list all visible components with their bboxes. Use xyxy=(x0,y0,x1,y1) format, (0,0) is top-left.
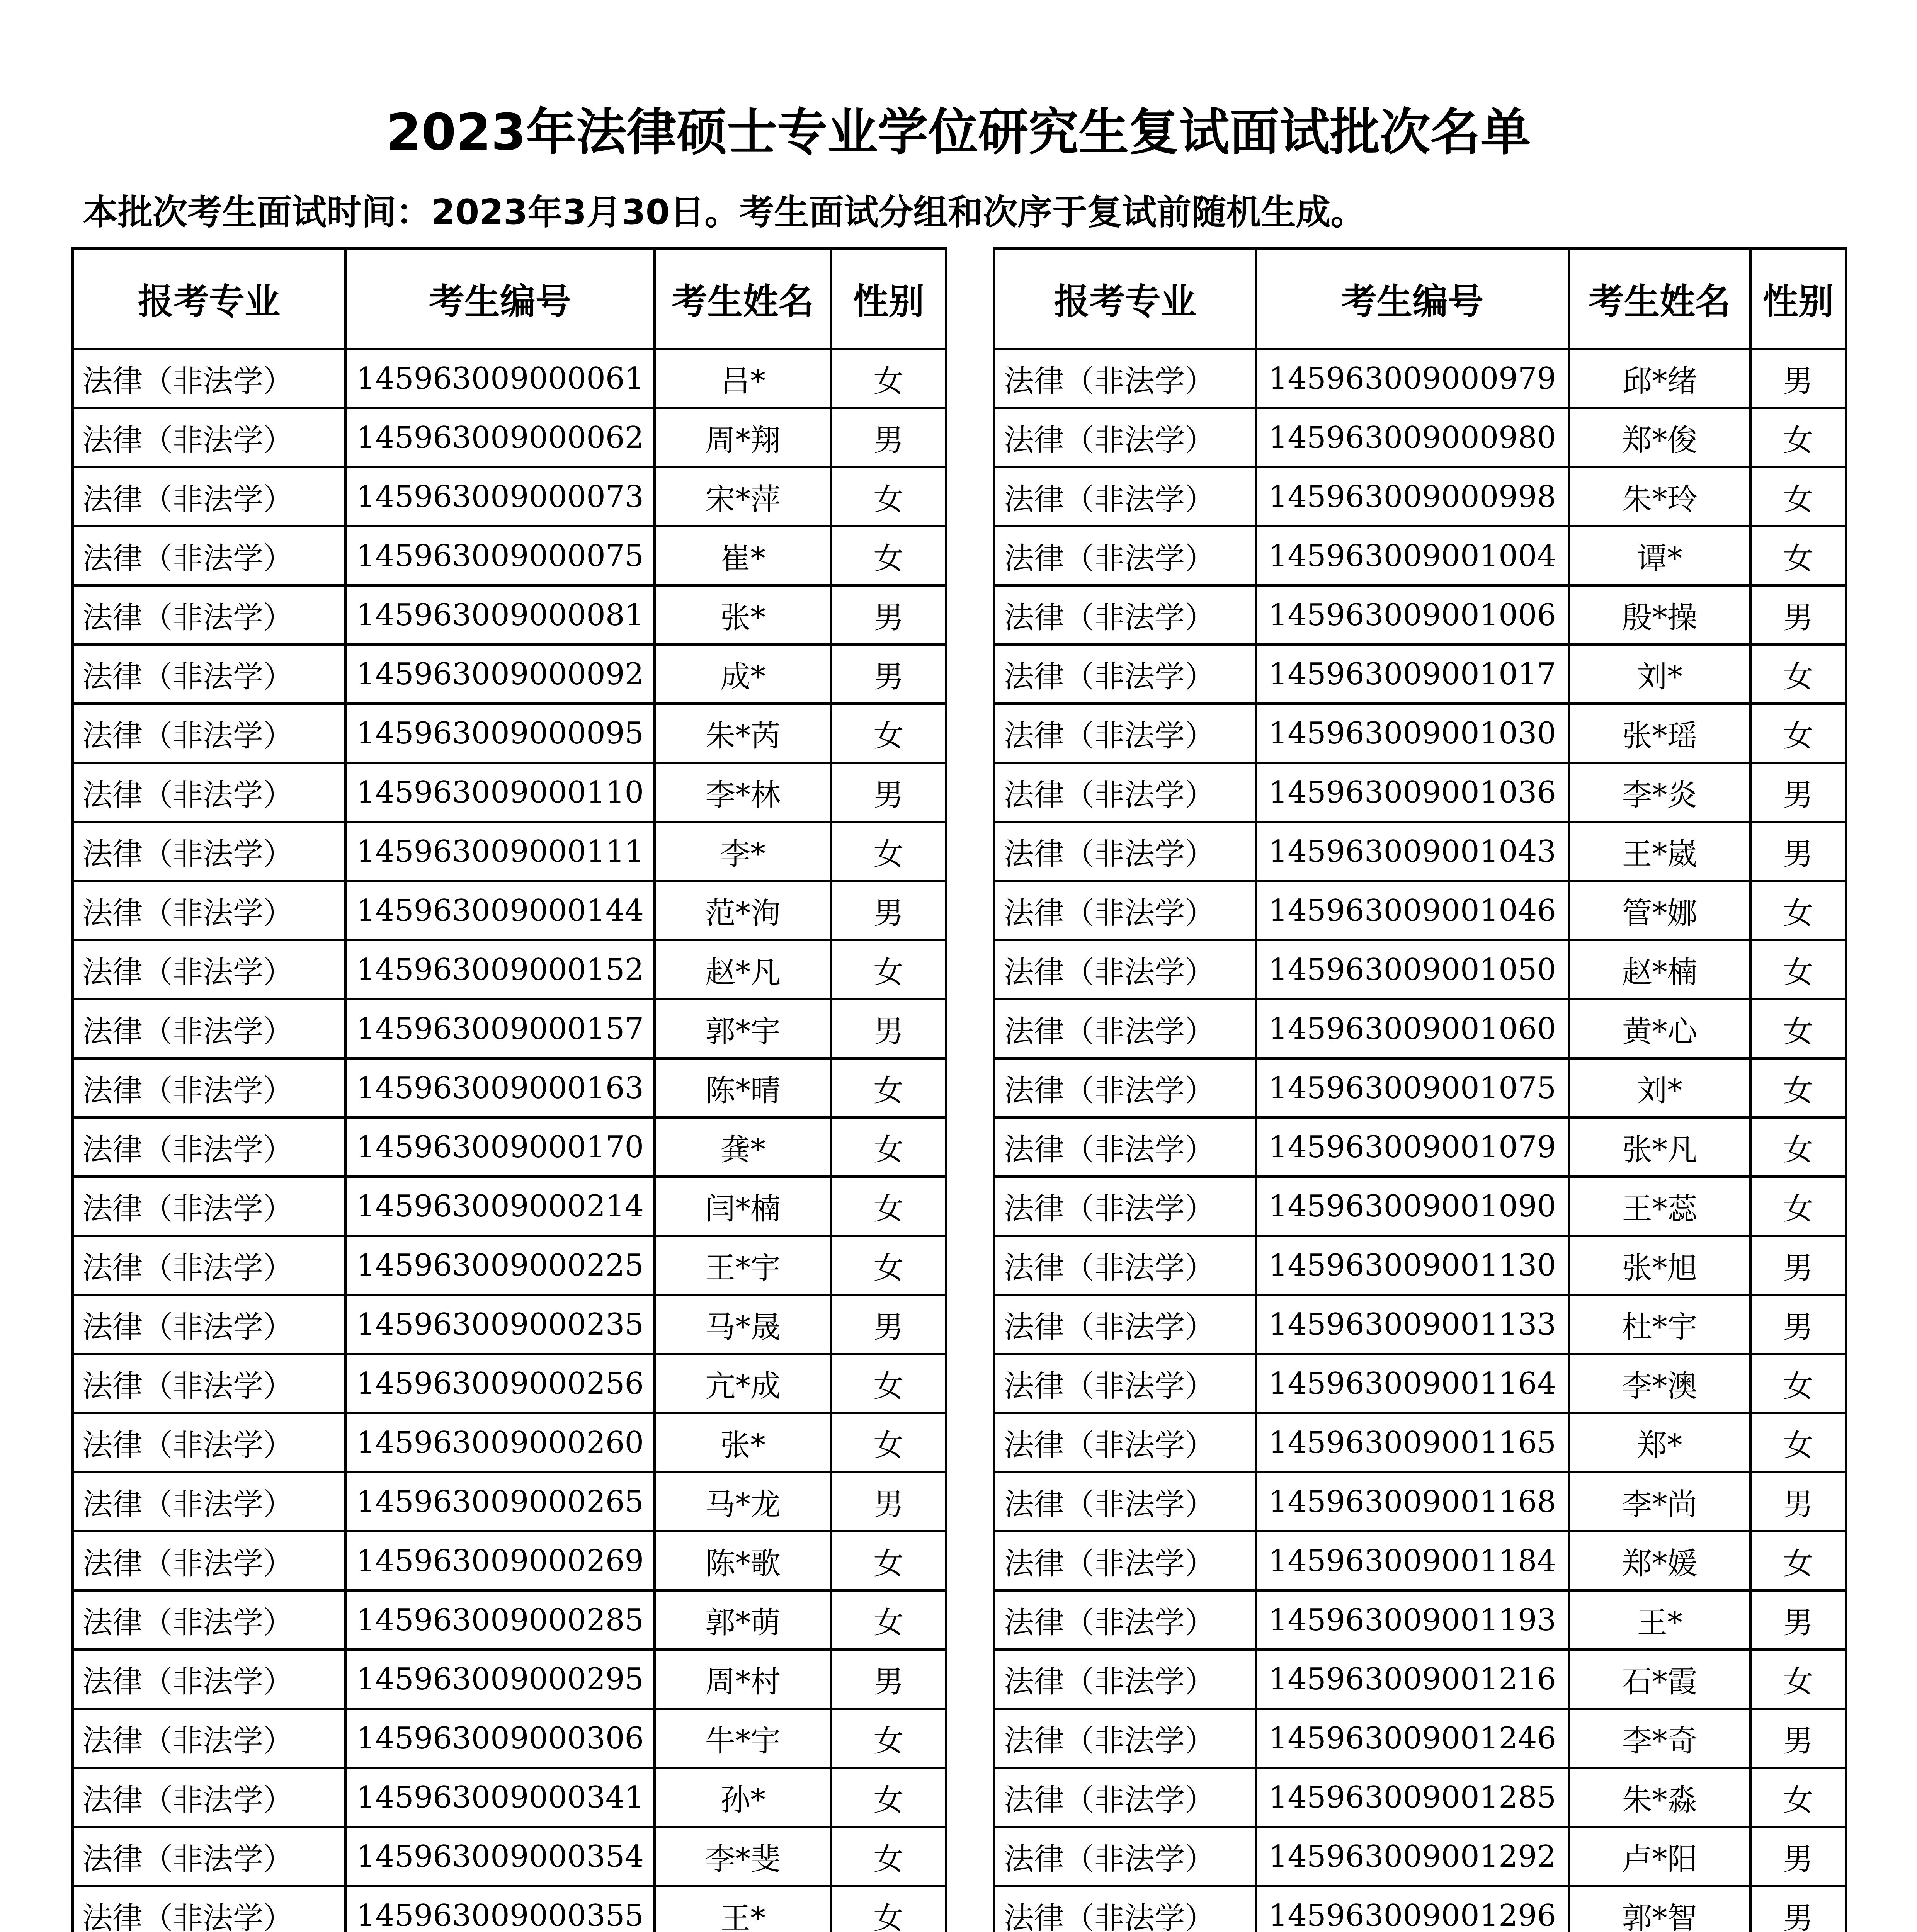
cell-candidate-id: 145963009001296 xyxy=(1256,1886,1569,1932)
cell-candidate-id: 145963009000081 xyxy=(345,585,655,645)
cell-gender: 女 xyxy=(1750,1177,1846,1236)
cell-candidate-id: 145963009000170 xyxy=(345,1117,655,1177)
table-row xyxy=(994,585,1846,645)
header-major: 报考专业 xyxy=(994,248,1256,349)
cell-candidate-id: 145963009001030 xyxy=(1256,704,1569,763)
cell-gender: 女 xyxy=(1750,1117,1846,1177)
cell-major: 法律（非法学） xyxy=(994,1295,1256,1354)
cell-candidate-name: 牛*宇 xyxy=(655,1709,831,1768)
cell-candidate-name: 龚* xyxy=(655,1117,831,1177)
cell-gender: 女 xyxy=(831,1590,946,1650)
table-row xyxy=(73,526,946,585)
cell-candidate-id: 145963009000306 xyxy=(345,1709,655,1768)
cell-major: 法律（非法学） xyxy=(73,822,345,881)
cell-major: 法律（非法学） xyxy=(73,1295,345,1354)
cell-candidate-name: 郭*萌 xyxy=(655,1590,831,1650)
cell-gender: 女 xyxy=(1750,467,1846,526)
cell-major: 法律（非法学） xyxy=(73,1058,345,1117)
cell-gender: 男 xyxy=(831,1472,946,1531)
cell-candidate-name: 周*翔 xyxy=(655,408,831,467)
cell-candidate-id: 145963009000163 xyxy=(345,1058,655,1117)
cell-gender: 女 xyxy=(831,1886,946,1932)
cell-candidate-id: 145963009000062 xyxy=(345,408,655,467)
cell-candidate-id: 145963009001036 xyxy=(1256,763,1569,822)
cell-gender: 女 xyxy=(1750,1413,1846,1472)
cell-candidate-name: 成* xyxy=(655,645,831,704)
cell-candidate-name: 郑*俊 xyxy=(1569,408,1750,467)
cell-candidate-name: 刘* xyxy=(1569,645,1750,704)
cell-gender: 女 xyxy=(1750,1058,1846,1117)
header-gender: 性别 xyxy=(1750,248,1846,349)
cell-gender: 男 xyxy=(1750,1886,1846,1932)
cell-major: 法律（非法学） xyxy=(994,822,1256,881)
cell-gender: 男 xyxy=(1750,1236,1846,1295)
cell-major: 法律（非法学） xyxy=(994,1886,1256,1932)
cell-candidate-id: 145963009001017 xyxy=(1256,645,1569,704)
cell-gender: 女 xyxy=(831,467,946,526)
cell-candidate-id: 145963009001079 xyxy=(1256,1117,1569,1177)
cell-major: 法律（非法学） xyxy=(73,1531,345,1590)
table-header-row xyxy=(994,248,1846,349)
table-row xyxy=(994,1413,1846,1472)
cell-candidate-name: 卢*阳 xyxy=(1569,1827,1750,1886)
cell-major: 法律（非法学） xyxy=(73,1827,345,1886)
cell-candidate-id: 145963009001285 xyxy=(1256,1768,1569,1827)
cell-gender: 女 xyxy=(1750,881,1846,940)
cell-gender: 女 xyxy=(831,1177,946,1236)
cell-gender: 男 xyxy=(831,1295,946,1354)
cell-candidate-id: 145963009000265 xyxy=(345,1472,655,1531)
cell-major: 法律（非法学） xyxy=(73,999,345,1058)
cell-candidate-name: 李*林 xyxy=(655,763,831,822)
cell-candidate-name: 刘* xyxy=(1569,1058,1750,1117)
cell-candidate-name: 马*龙 xyxy=(655,1472,831,1531)
cell-gender: 女 xyxy=(1750,526,1846,585)
roster-table-right xyxy=(993,247,1847,1932)
table-row xyxy=(73,1590,946,1650)
cell-gender: 女 xyxy=(1750,1354,1846,1413)
table-row xyxy=(994,467,1846,526)
cell-candidate-id: 145963009001060 xyxy=(1256,999,1569,1058)
table-row xyxy=(994,1886,1846,1932)
cell-gender: 女 xyxy=(831,1531,946,1590)
cell-candidate-name: 朱*玲 xyxy=(1569,467,1750,526)
cell-major: 法律（非法学） xyxy=(73,645,345,704)
cell-major: 法律（非法学） xyxy=(73,1413,345,1472)
table-row xyxy=(73,1236,946,1295)
cell-major: 法律（非法学） xyxy=(994,1709,1256,1768)
cell-candidate-id: 145963009000295 xyxy=(345,1650,655,1709)
cell-major: 法律（非法学） xyxy=(73,940,345,999)
cell-major: 法律（非法学） xyxy=(73,408,345,467)
table-row xyxy=(73,1709,946,1768)
cell-major: 法律（非法学） xyxy=(994,349,1256,408)
cell-candidate-id: 145963009001164 xyxy=(1256,1354,1569,1413)
cell-gender: 男 xyxy=(831,585,946,645)
cell-gender: 男 xyxy=(831,1650,946,1709)
table-row xyxy=(994,1709,1846,1768)
table-row xyxy=(994,1590,1846,1650)
header-candidate-name: 考生姓名 xyxy=(655,248,831,349)
cell-candidate-id: 145963009001168 xyxy=(1256,1472,1569,1531)
cell-candidate-id: 145963009001090 xyxy=(1256,1177,1569,1236)
table-row xyxy=(73,467,946,526)
cell-gender: 男 xyxy=(1750,585,1846,645)
cell-major: 法律（非法学） xyxy=(994,999,1256,1058)
header-major: 报考专业 xyxy=(73,248,345,349)
cell-candidate-id: 145963009000095 xyxy=(345,704,655,763)
cell-gender: 男 xyxy=(831,645,946,704)
cell-candidate-id: 145963009000235 xyxy=(345,1295,655,1354)
cell-gender: 男 xyxy=(1750,349,1846,408)
table-row xyxy=(73,1354,946,1413)
cell-candidate-name: 朱*芮 xyxy=(655,704,831,763)
table-row xyxy=(73,1531,946,1590)
cell-major: 法律（非法学） xyxy=(73,1768,345,1827)
cell-candidate-name: 李*澳 xyxy=(1569,1354,1750,1413)
cell-candidate-name: 闫*楠 xyxy=(655,1177,831,1236)
cell-gender: 女 xyxy=(1750,1768,1846,1827)
cell-candidate-name: 王*蕊 xyxy=(1569,1177,1750,1236)
cell-major: 法律（非法学） xyxy=(73,1177,345,1236)
cell-gender: 女 xyxy=(831,940,946,999)
cell-candidate-id: 145963009001246 xyxy=(1256,1709,1569,1768)
table-row xyxy=(994,1058,1846,1117)
table-row xyxy=(73,999,946,1058)
table-row xyxy=(994,999,1846,1058)
cell-candidate-name: 孙* xyxy=(655,1768,831,1827)
cell-candidate-name: 宋*萍 xyxy=(655,467,831,526)
cell-major: 法律（非法学） xyxy=(994,1354,1256,1413)
cell-candidate-id: 145963009000061 xyxy=(345,349,655,408)
table-row xyxy=(994,1117,1846,1177)
cell-candidate-name: 郑* xyxy=(1569,1413,1750,1472)
cell-candidate-name: 李*炎 xyxy=(1569,763,1750,822)
cell-gender: 女 xyxy=(1750,645,1846,704)
cell-gender: 女 xyxy=(831,1058,946,1117)
table-row xyxy=(73,1117,946,1177)
cell-candidate-name: 李*奇 xyxy=(1569,1709,1750,1768)
table-row xyxy=(994,408,1846,467)
cell-candidate-id: 145963009001133 xyxy=(1256,1295,1569,1354)
table-row xyxy=(994,1472,1846,1531)
table-row xyxy=(994,881,1846,940)
cell-candidate-id: 145963009000285 xyxy=(345,1590,655,1650)
table-row xyxy=(73,704,946,763)
cell-candidate-name: 赵*楠 xyxy=(1569,940,1750,999)
cell-major: 法律（非法学） xyxy=(73,704,345,763)
cell-candidate-name: 亢*成 xyxy=(655,1354,831,1413)
cell-major: 法律（非法学） xyxy=(73,763,345,822)
table-row xyxy=(994,1295,1846,1354)
cell-gender: 女 xyxy=(831,704,946,763)
cell-gender: 女 xyxy=(1750,704,1846,763)
cell-gender: 女 xyxy=(831,1354,946,1413)
roster-table-left xyxy=(71,247,947,1932)
cell-candidate-id: 145963009000998 xyxy=(1256,467,1569,526)
cell-candidate-name: 崔* xyxy=(655,526,831,585)
table-row xyxy=(994,1531,1846,1590)
cell-candidate-name: 李*尚 xyxy=(1569,1472,1750,1531)
cell-major: 法律（非法学） xyxy=(994,881,1256,940)
page-title: 2023年法律硕士专业学位研究生复试面试批次名单 xyxy=(386,103,1531,162)
table-row xyxy=(73,1472,946,1531)
cell-major: 法律（非法学） xyxy=(73,1709,345,1768)
table-row xyxy=(73,645,946,704)
cell-candidate-name: 李* xyxy=(655,822,831,881)
cell-candidate-id: 145963009001193 xyxy=(1256,1590,1569,1650)
cell-candidate-id: 145963009001184 xyxy=(1256,1531,1569,1590)
header-candidate-id: 考生编号 xyxy=(345,248,655,349)
cell-gender: 女 xyxy=(831,1709,946,1768)
cell-major: 法律（非法学） xyxy=(73,526,345,585)
cell-major: 法律（非法学） xyxy=(994,645,1256,704)
cell-candidate-name: 王*崴 xyxy=(1569,822,1750,881)
cell-major: 法律（非法学） xyxy=(994,467,1256,526)
cell-candidate-id: 145963009000260 xyxy=(345,1413,655,1472)
cell-candidate-name: 郭*宇 xyxy=(655,999,831,1058)
cell-candidate-name: 范*洵 xyxy=(655,881,831,940)
table-row xyxy=(994,1354,1846,1413)
cell-gender: 男 xyxy=(1750,1295,1846,1354)
table-row xyxy=(73,881,946,940)
cell-candidate-name: 朱*淼 xyxy=(1569,1768,1750,1827)
table-row xyxy=(73,349,946,408)
cell-candidate-id: 145963009000225 xyxy=(345,1236,655,1295)
cell-candidate-id: 145963009000092 xyxy=(345,645,655,704)
cell-major: 法律（非法学） xyxy=(73,467,345,526)
cell-major: 法律（非法学） xyxy=(994,1058,1256,1117)
cell-major: 法律（非法学） xyxy=(73,349,345,408)
cell-gender: 女 xyxy=(831,349,946,408)
table-row xyxy=(994,1650,1846,1709)
table-row xyxy=(73,1058,946,1117)
cell-major: 法律（非法学） xyxy=(994,1177,1256,1236)
cell-candidate-name: 李*斐 xyxy=(655,1827,831,1886)
cell-candidate-id: 145963009001006 xyxy=(1256,585,1569,645)
table-row xyxy=(73,1177,946,1236)
cell-major: 法律（非法学） xyxy=(994,1531,1256,1590)
cell-gender: 男 xyxy=(1750,1590,1846,1650)
cell-gender: 女 xyxy=(1750,940,1846,999)
cell-gender: 女 xyxy=(831,1413,946,1472)
table-row xyxy=(73,1768,946,1827)
cell-gender: 男 xyxy=(1750,1827,1846,1886)
table-row xyxy=(994,526,1846,585)
cell-gender: 男 xyxy=(1750,763,1846,822)
cell-major: 法律（非法学） xyxy=(994,763,1256,822)
table-row xyxy=(994,822,1846,881)
cell-major: 法律（非法学） xyxy=(994,1117,1256,1177)
cell-candidate-id: 145963009000269 xyxy=(345,1531,655,1590)
cell-candidate-id: 145963009000110 xyxy=(345,763,655,822)
cell-gender: 女 xyxy=(831,1117,946,1177)
cell-candidate-id: 145963009001004 xyxy=(1256,526,1569,585)
header-gender: 性别 xyxy=(831,248,946,349)
cell-gender: 女 xyxy=(831,1768,946,1827)
table-row xyxy=(73,1650,946,1709)
cell-gender: 女 xyxy=(1750,408,1846,467)
cell-candidate-name: 张* xyxy=(655,1413,831,1472)
cell-candidate-id: 145963009000073 xyxy=(345,467,655,526)
cell-major: 法律（非法学） xyxy=(73,1590,345,1650)
cell-major: 法律（非法学） xyxy=(73,1117,345,1177)
cell-major: 法律（非法学） xyxy=(994,526,1256,585)
cell-candidate-id: 145963009000354 xyxy=(345,1827,655,1886)
cell-major: 法律（非法学） xyxy=(994,1472,1256,1531)
cell-gender: 女 xyxy=(831,526,946,585)
cell-major: 法律（非法学） xyxy=(73,1472,345,1531)
cell-candidate-name: 陈*歌 xyxy=(655,1531,831,1590)
cell-major: 法律（非法学） xyxy=(73,585,345,645)
cell-candidate-name: 郑*媛 xyxy=(1569,1531,1750,1590)
cell-candidate-name: 管*娜 xyxy=(1569,881,1750,940)
cell-candidate-id: 145963009000355 xyxy=(345,1886,655,1932)
cell-major: 法律（非法学） xyxy=(994,1413,1256,1472)
table-row xyxy=(994,763,1846,822)
cell-candidate-name: 王*宇 xyxy=(655,1236,831,1295)
cell-candidate-id: 145963009001130 xyxy=(1256,1236,1569,1295)
cell-candidate-id: 145963009000341 xyxy=(345,1768,655,1827)
cell-major: 法律（非法学） xyxy=(73,1236,345,1295)
table-row xyxy=(994,940,1846,999)
cell-major: 法律（非法学） xyxy=(73,881,345,940)
cell-candidate-name: 石*霞 xyxy=(1569,1650,1750,1709)
cell-candidate-id: 145963009001043 xyxy=(1256,822,1569,881)
cell-gender: 女 xyxy=(1750,1531,1846,1590)
cell-major: 法律（非法学） xyxy=(994,940,1256,999)
cell-major: 法律（非法学） xyxy=(994,1650,1256,1709)
cell-major: 法律（非法学） xyxy=(73,1886,345,1932)
table-row xyxy=(994,349,1846,408)
cell-gender: 男 xyxy=(1750,1472,1846,1531)
cell-candidate-name: 张*瑶 xyxy=(1569,704,1750,763)
cell-gender: 男 xyxy=(831,763,946,822)
cell-gender: 女 xyxy=(831,1827,946,1886)
cell-candidate-id: 145963009000256 xyxy=(345,1354,655,1413)
cell-candidate-name: 张* xyxy=(655,585,831,645)
cell-major: 法律（非法学） xyxy=(994,1236,1256,1295)
cell-gender: 女 xyxy=(831,822,946,881)
cell-candidate-name: 张*凡 xyxy=(1569,1117,1750,1177)
cell-candidate-name: 杜*宇 xyxy=(1569,1295,1750,1354)
cell-major: 法律（非法学） xyxy=(994,585,1256,645)
table-row xyxy=(994,1827,1846,1886)
table-row xyxy=(73,763,946,822)
interview-time-note: 本批次考生面试时间：2023年3月30日。考生面试分组和次序于复试前随机生成。 xyxy=(83,192,1366,233)
cell-gender: 女 xyxy=(831,1236,946,1295)
table-row xyxy=(73,1295,946,1354)
table-row xyxy=(994,1768,1846,1827)
cell-candidate-id: 145963009001075 xyxy=(1256,1058,1569,1117)
cell-candidate-name: 黄*心 xyxy=(1569,999,1750,1058)
cell-gender: 女 xyxy=(1750,1650,1846,1709)
cell-major: 法律（非法学） xyxy=(994,704,1256,763)
table-row xyxy=(994,1177,1846,1236)
cell-candidate-name: 马*晟 xyxy=(655,1295,831,1354)
cell-candidate-id: 145963009000152 xyxy=(345,940,655,999)
table-row xyxy=(994,704,1846,763)
cell-candidate-id: 145963009000214 xyxy=(345,1177,655,1236)
cell-candidate-id: 145963009001165 xyxy=(1256,1413,1569,1472)
cell-candidate-name: 周*村 xyxy=(655,1650,831,1709)
cell-major: 法律（非法学） xyxy=(73,1354,345,1413)
cell-candidate-name: 殷*操 xyxy=(1569,585,1750,645)
cell-gender: 男 xyxy=(831,881,946,940)
header-candidate-name: 考生姓名 xyxy=(1569,248,1750,349)
cell-candidate-id: 145963009000111 xyxy=(345,822,655,881)
table-header-row xyxy=(73,248,946,349)
table-row xyxy=(73,408,946,467)
cell-candidate-id: 145963009001046 xyxy=(1256,881,1569,940)
cell-gender: 男 xyxy=(831,999,946,1058)
table-row xyxy=(73,1413,946,1472)
table-row xyxy=(73,585,946,645)
cell-candidate-id: 145963009001050 xyxy=(1256,940,1569,999)
table-row xyxy=(73,822,946,881)
cell-major: 法律（非法学） xyxy=(994,1768,1256,1827)
cell-candidate-id: 145963009001216 xyxy=(1256,1650,1569,1709)
table-row xyxy=(994,645,1846,704)
table-row xyxy=(73,1886,946,1932)
table-row xyxy=(994,1236,1846,1295)
table-row xyxy=(73,940,946,999)
cell-major: 法律（非法学） xyxy=(994,1590,1256,1650)
cell-gender: 男 xyxy=(1750,822,1846,881)
cell-gender: 男 xyxy=(831,408,946,467)
cell-major: 法律（非法学） xyxy=(994,1827,1256,1886)
header-candidate-id: 考生编号 xyxy=(1256,248,1569,349)
cell-candidate-id: 145963009000075 xyxy=(345,526,655,585)
cell-candidate-name: 王* xyxy=(655,1886,831,1932)
cell-candidate-name: 王* xyxy=(1569,1590,1750,1650)
cell-candidate-name: 吕* xyxy=(655,349,831,408)
cell-candidate-name: 邱*绪 xyxy=(1569,349,1750,408)
cell-candidate-name: 郭*智 xyxy=(1569,1886,1750,1932)
cell-major: 法律（非法学） xyxy=(73,1650,345,1709)
cell-candidate-name: 赵*凡 xyxy=(655,940,831,999)
cell-candidate-name: 陈*晴 xyxy=(655,1058,831,1117)
cell-major: 法律（非法学） xyxy=(994,408,1256,467)
cell-candidate-id: 145963009000144 xyxy=(345,881,655,940)
cell-candidate-name: 张*旭 xyxy=(1569,1236,1750,1295)
cell-candidate-id: 145963009000980 xyxy=(1256,408,1569,467)
cell-gender: 男 xyxy=(1750,1709,1846,1768)
cell-candidate-name: 谭* xyxy=(1569,526,1750,585)
cell-candidate-id: 145963009000979 xyxy=(1256,349,1569,408)
cell-gender: 女 xyxy=(1750,999,1846,1058)
cell-candidate-id: 145963009001292 xyxy=(1256,1827,1569,1886)
table-row xyxy=(73,1827,946,1886)
cell-candidate-id: 145963009000157 xyxy=(345,999,655,1058)
